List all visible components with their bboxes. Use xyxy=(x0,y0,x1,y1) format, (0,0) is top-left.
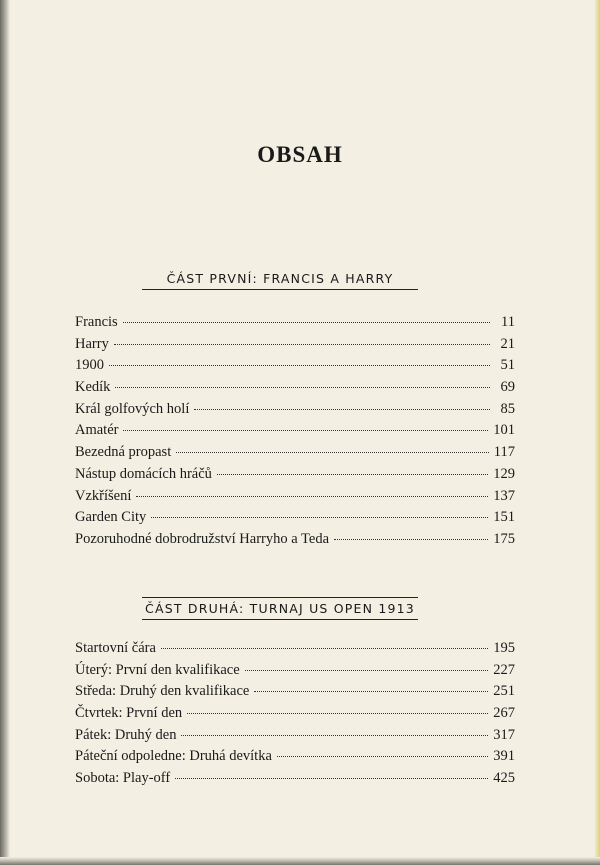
toc-entry[interactable] xyxy=(75,662,515,684)
toc-entry-page: 317 xyxy=(493,726,515,743)
toc-list-part-2 xyxy=(75,640,515,792)
toc-entry[interactable] xyxy=(75,770,515,792)
toc-entry-title: Bezedná propast xyxy=(75,444,172,461)
toc-entry-title: Pátek: Druhý den xyxy=(75,726,177,743)
toc-entry-leader xyxy=(254,691,488,692)
toc-entry-leader xyxy=(136,496,488,497)
toc-entry-title: Úterý: První den kvalifikace xyxy=(75,661,240,678)
toc-entry-title: Pozoruhodné dobrodružství Harryho a Teda xyxy=(75,530,330,547)
toc-entry-leader xyxy=(334,539,488,540)
toc-entry-page: 227 xyxy=(493,661,515,678)
toc-entry-page: 425 xyxy=(493,770,515,787)
toc-entry[interactable] xyxy=(75,357,515,379)
toc-entry[interactable] xyxy=(75,640,515,662)
toc-entry-page: 51 xyxy=(500,357,515,374)
toc-entry[interactable] xyxy=(75,444,515,466)
toc-entry-page: 11 xyxy=(501,314,515,330)
toc-entry[interactable] xyxy=(75,488,515,510)
toc-entry-title: Startovní čára xyxy=(75,640,156,656)
toc-entry[interactable] xyxy=(75,531,515,553)
toc-entry-page: 129 xyxy=(493,465,515,482)
toc-entry-page: 151 xyxy=(493,509,515,526)
part-heading-1-rule xyxy=(142,289,418,290)
toc-entry-title: Vzkříšení xyxy=(75,487,132,504)
page-edge-bottom xyxy=(0,857,600,865)
toc-entry-leader xyxy=(277,756,488,757)
toc-entry-page: 267 xyxy=(493,705,515,722)
toc-entry-page: 117 xyxy=(493,444,515,461)
toc-entry-page: 195 xyxy=(493,640,515,656)
part-heading-2-rule-bottom xyxy=(142,619,418,620)
toc-entry[interactable] xyxy=(75,509,515,531)
toc-entry[interactable] xyxy=(75,466,515,488)
toc-entry-leader xyxy=(175,778,488,779)
toc-entry-title: Francis xyxy=(75,314,118,330)
part-heading-2-label: ČÁST DRUHÁ: TURNAJ US OPEN 1913 xyxy=(145,601,415,616)
toc-entry-page: 175 xyxy=(493,530,515,547)
toc-entry-leader xyxy=(176,452,489,453)
toc-entry-title: Středa: Druhý den kvalifikace xyxy=(75,683,250,700)
toc-entry[interactable] xyxy=(75,683,515,705)
toc-entry-title: Páteční odpoledne: Druhá devítka xyxy=(75,748,272,765)
toc-entry-leader xyxy=(245,670,489,671)
toc-entry[interactable] xyxy=(75,379,515,401)
toc-entry-leader xyxy=(114,344,490,345)
toc-entry[interactable] xyxy=(75,727,515,749)
toc-entry-leader xyxy=(194,409,490,410)
toc-entry[interactable] xyxy=(75,336,515,358)
toc-entry[interactable] xyxy=(75,401,515,423)
toc-entry[interactable] xyxy=(75,748,515,770)
page-edge-left xyxy=(0,0,10,865)
toc-entry-page: 69 xyxy=(500,379,515,396)
page-title: OBSAH xyxy=(257,142,343,167)
toc-entry-title: Čtvrtek: První den xyxy=(75,705,183,722)
toc-entry-page: 21 xyxy=(500,335,515,352)
toc-entry-title: Nástup domácích hráčů xyxy=(75,465,212,482)
toc-entry-title: Amatér xyxy=(75,422,119,439)
toc-entry-page: 391 xyxy=(493,748,515,765)
toc-entry-title: Král golfových holí xyxy=(75,400,190,417)
toc-entry-page: 251 xyxy=(493,683,515,700)
toc-entry[interactable] xyxy=(75,705,515,727)
toc-entry-title: Sobota: Play-off xyxy=(75,770,171,787)
page-edge-right xyxy=(594,0,600,865)
part-heading-1 xyxy=(142,268,418,290)
part-heading-1-label: ČÁST PRVNÍ: FRANCIS A HARRY xyxy=(166,271,394,286)
toc-entry-leader xyxy=(181,735,488,736)
toc-entry-leader xyxy=(217,474,488,475)
toc-entry-title: 1900 xyxy=(75,357,104,374)
toc-entry[interactable] xyxy=(75,422,515,444)
toc-entry-title: Kedík xyxy=(75,379,111,396)
toc-list-part-1 xyxy=(75,314,515,553)
toc-entry-leader xyxy=(123,430,488,431)
toc-entry-page: 85 xyxy=(500,400,515,417)
toc-entry-leader xyxy=(115,387,490,388)
toc-entry-leader xyxy=(187,713,488,714)
toc-entry[interactable] xyxy=(75,314,515,336)
toc-entry-page: 101 xyxy=(493,422,515,439)
toc-entry-title: Garden City xyxy=(75,509,147,526)
toc-entry-title: Harry xyxy=(75,335,109,352)
toc-entry-leader xyxy=(151,517,488,518)
toc-entry-leader xyxy=(109,365,490,366)
toc-entry-leader xyxy=(161,648,488,649)
toc-entry-leader xyxy=(123,322,490,323)
part-heading-2 xyxy=(142,597,418,620)
toc-entry-page: 137 xyxy=(493,487,515,504)
